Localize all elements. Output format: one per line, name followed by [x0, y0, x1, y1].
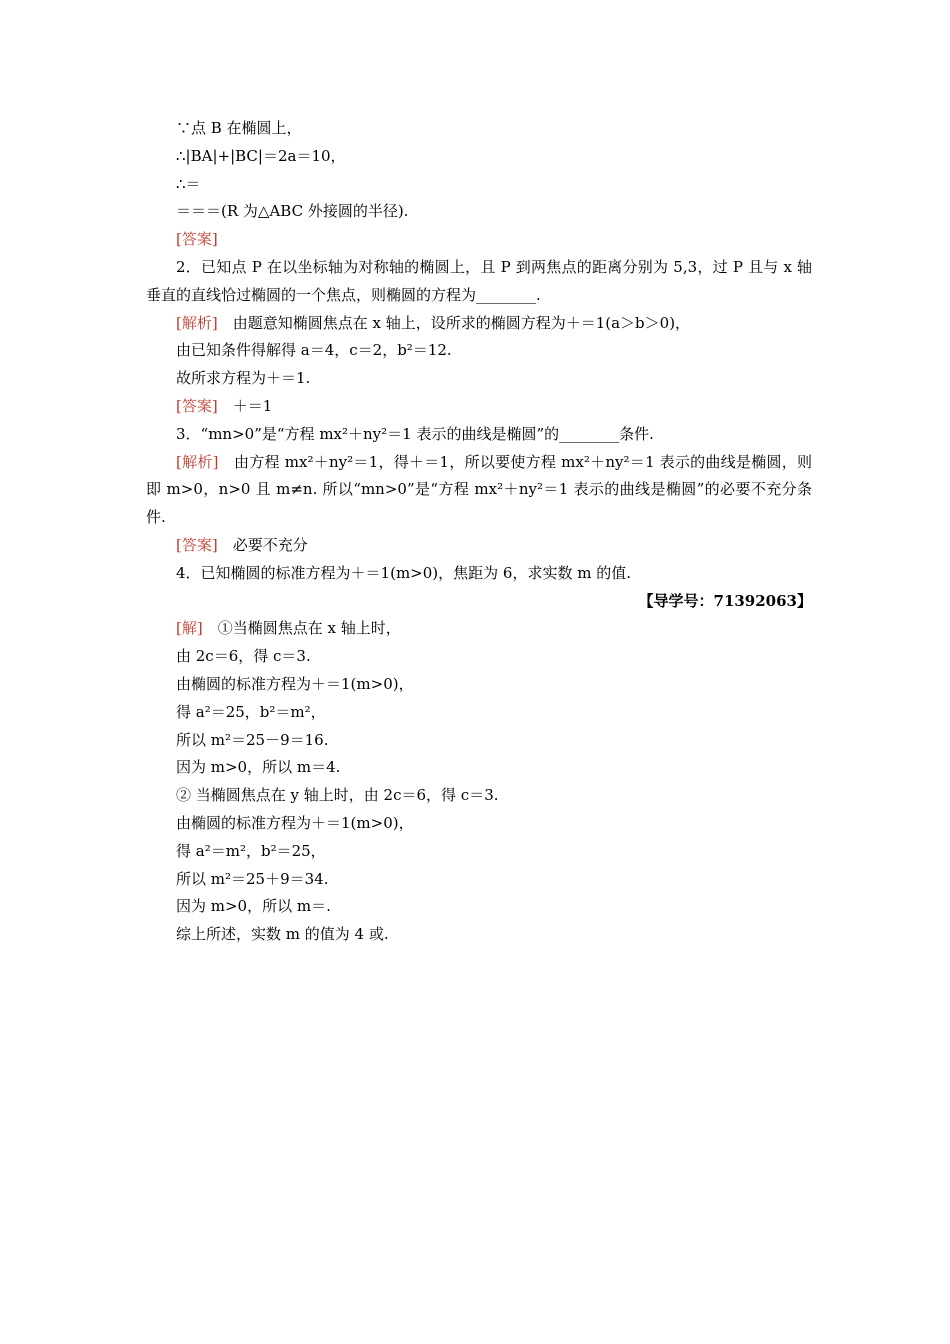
text-line: 故所求方程为＋＝1.: [176, 369, 311, 388]
text-line: 所以 m²＝25＋9＝34.: [176, 869, 329, 888]
document-page: [146, 115, 812, 949]
text-line: 得 a²＝25，b²＝m²，: [176, 702, 326, 721]
text-line: 综上所述，实数 m 的值为 4 或.: [176, 925, 389, 944]
reference-number: 【导学号：71392063】: [638, 591, 812, 610]
text-line: ∴＝: [176, 174, 201, 193]
analysis-block-3: [146, 449, 812, 532]
analysis-text: 由题意知椭圆焦点在 x 轴上，设所求的椭圆方程为＋＝1(a＞b＞0)，: [217, 313, 691, 332]
answer-line-1: [146, 226, 812, 254]
answer-line-3: [146, 532, 812, 560]
text-line: 由已知条件得解得 a＝4，c＝2，b²＝12.: [176, 341, 452, 360]
solution-tag: [解]: [176, 619, 203, 638]
text-line: 得 a²＝m²，b²＝25，: [176, 841, 326, 860]
text-line: ∴|BA|+|BC|＝2a＝10，: [176, 146, 346, 165]
analysis-text: 由方程 mx²＋ny²＝1，得＋＝1，所以要使方程 mx²＋ny²＝1 表示的曲线是椭圆，则即 m>0，n>0 且 m≠n. 所以“mn>0”是“方程 mx²＋ny²＝1 表示的曲线是椭圆”的必要不充分条件.: [146, 452, 812, 527]
answer-tag: [答案]: [176, 535, 218, 554]
text-line: 由 2c＝6，得 c＝3.: [176, 647, 311, 666]
text-line: 因为 m>0，所以 m＝4.: [176, 758, 341, 777]
text-line: ∵点 B 在椭圆上，: [176, 119, 302, 137]
analysis-tag: [解析]: [176, 452, 219, 471]
answer-text: 必要不充分: [217, 535, 308, 554]
analysis-line: [146, 310, 812, 338]
solution-line: [146, 615, 812, 643]
text-line: 因为 m>0，所以 m＝.: [176, 897, 331, 916]
answer-tag: [答案]: [176, 230, 218, 249]
text-line: 所以 m²＝25－9＝16.: [176, 730, 329, 749]
analysis-tag: [解析]: [176, 313, 218, 332]
text-line: ② 当椭圆焦点在 y 轴上时，由 2c＝6，得 c＝3.: [176, 786, 499, 805]
text-line: 由椭圆的标准方程为＋＝1(m>0)，: [176, 674, 414, 693]
text-line: 由椭圆的标准方程为＋＝1(m>0)，: [176, 813, 414, 832]
question-4: 4．已知椭圆的标准方程为＋＝1(m>0)，焦距为 6，求实数 m 的值.: [176, 563, 631, 582]
text-line: ＝＝＝(R 为△ABC 外接圆的半径).: [176, 202, 409, 221]
question-2: 2．已知点 P 在以坐标轴为对称轴的椭圆上，且 P 到两焦点的距离分别为 5,3，过 P 且与 x 轴垂直的直线恰过椭圆的一个焦点，则椭圆的方程为________.: [146, 257, 812, 304]
answer-tag: [答案]: [176, 396, 218, 415]
solution-text: ①当椭圆焦点在 x 轴上时，: [202, 619, 401, 638]
answer-line-2: [146, 393, 812, 421]
answer-text: ＋＝1: [217, 396, 273, 415]
question-3: 3．“mn>0”是“方程 mx²＋ny²＝1 表示的曲线是椭圆”的________条件.: [176, 424, 654, 443]
